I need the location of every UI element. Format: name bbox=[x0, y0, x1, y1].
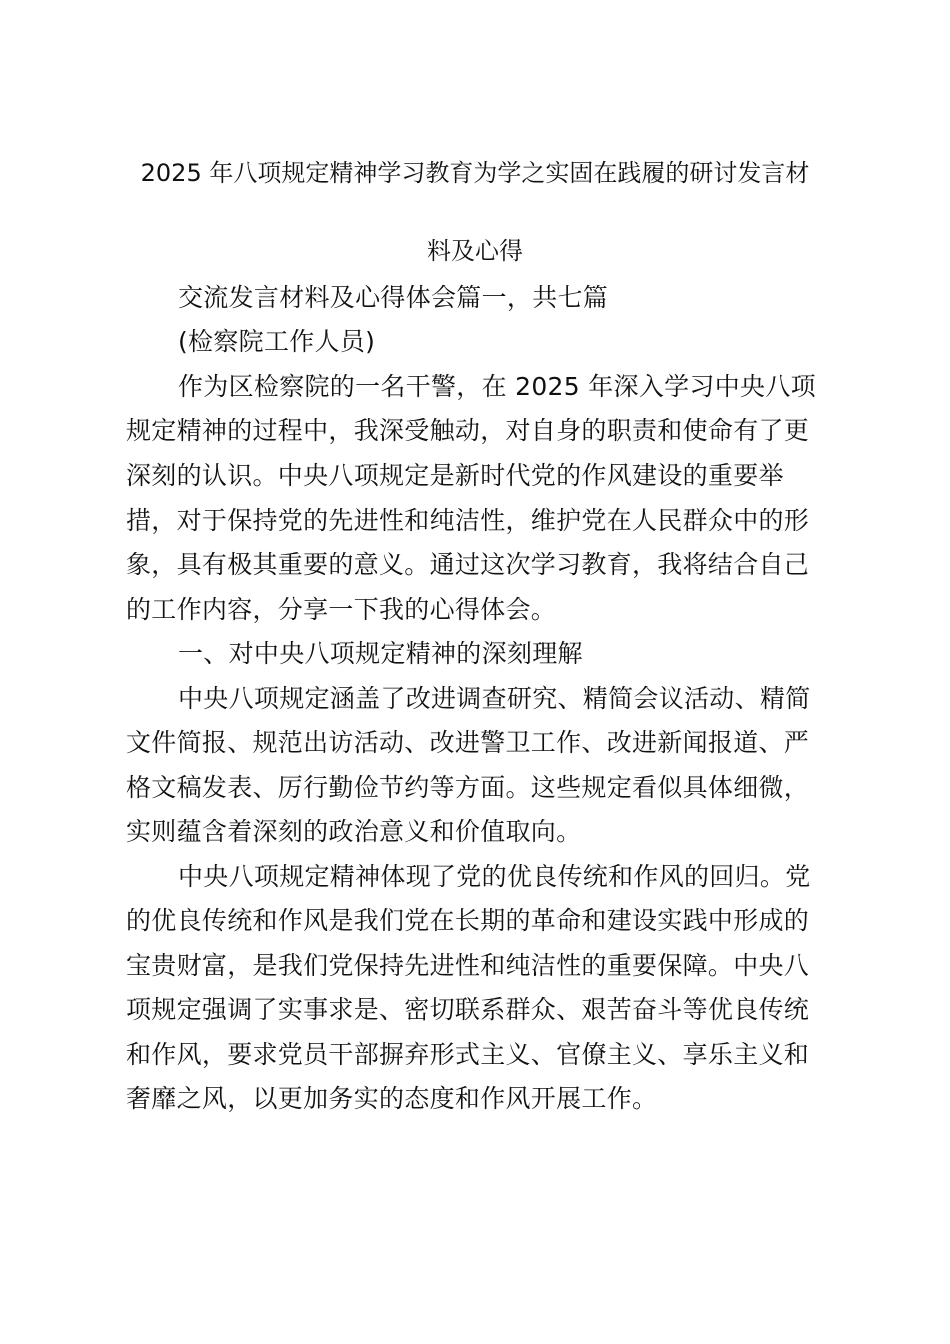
document-title-line-2: 料及心得 bbox=[427, 237, 523, 265]
paragraph-3-line: 宝贵财富，是我们党保持先进性和纯洁性的重要保障。中央八 bbox=[126, 951, 810, 980]
paragraph-2-line: 文件简报、规范出访活动、改进警卫工作、改进新闻报道、严 bbox=[126, 728, 810, 757]
document-author: (检察院工作人员) bbox=[178, 327, 376, 356]
paragraph-3-line: 中央八项规定精神体现了党的优良传统和作风的回归。党 bbox=[178, 862, 811, 891]
paragraph-3-line: 和作风，要求党员干部摒弃形式主义、官僚主义、享乐主义和 bbox=[126, 1040, 810, 1069]
paragraph-1-line: 规定精神的过程中，我深受触动，对自身的职责和使命有了更 bbox=[126, 416, 810, 445]
section-heading: 一、对中央八项规定精神的深刻理解 bbox=[178, 639, 583, 668]
paragraph-3-line: 项规定强调了实事求是、密切联系群众、艰苦奋斗等优良传统 bbox=[126, 995, 810, 1024]
paragraph-3-line: 奢靡之风，以更加务实的态度和作风开展工作。 bbox=[126, 1084, 658, 1113]
paragraph-2-line: 格文稿发表、厉行勤俭节约等方面。这些规定看似具体细微， bbox=[126, 773, 810, 802]
paragraph-3-line: 的优良传统和作风是我们党在长期的革命和建设实践中形成的 bbox=[126, 906, 810, 935]
document-title-line-1: 2025 年八项规定精神学习教育为学之实固在践履的研讨发言材 bbox=[140, 159, 810, 187]
paragraph-1-line: 措，对于保持党的先进性和纯洁性，维护党在人民群众中的形 bbox=[126, 506, 810, 535]
document-subtitle: 交流发言材料及心得体会篇一，共七篇 bbox=[178, 283, 609, 312]
paragraph-2-line: 实则蕴含着深刻的政治意义和价值取向。 bbox=[126, 817, 582, 846]
paragraph-1-line: 作为区检察院的一名干警，在 2025 年深入学习中央八项 bbox=[178, 372, 816, 401]
paragraph-1-line: 象，具有极其重要的意义。通过这次学习教育，我将结合自己 bbox=[126, 550, 810, 579]
paragraph-1-line: 深刻的认识。中央八项规定是新时代党的作风建设的重要举 bbox=[126, 461, 784, 490]
paragraph-2-line: 中央八项规定涵盖了改进调查研究、精简会议活动、精简 bbox=[178, 684, 811, 713]
paragraph-1-line: 的工作内容，分享一下我的心得体会。 bbox=[126, 595, 557, 624]
